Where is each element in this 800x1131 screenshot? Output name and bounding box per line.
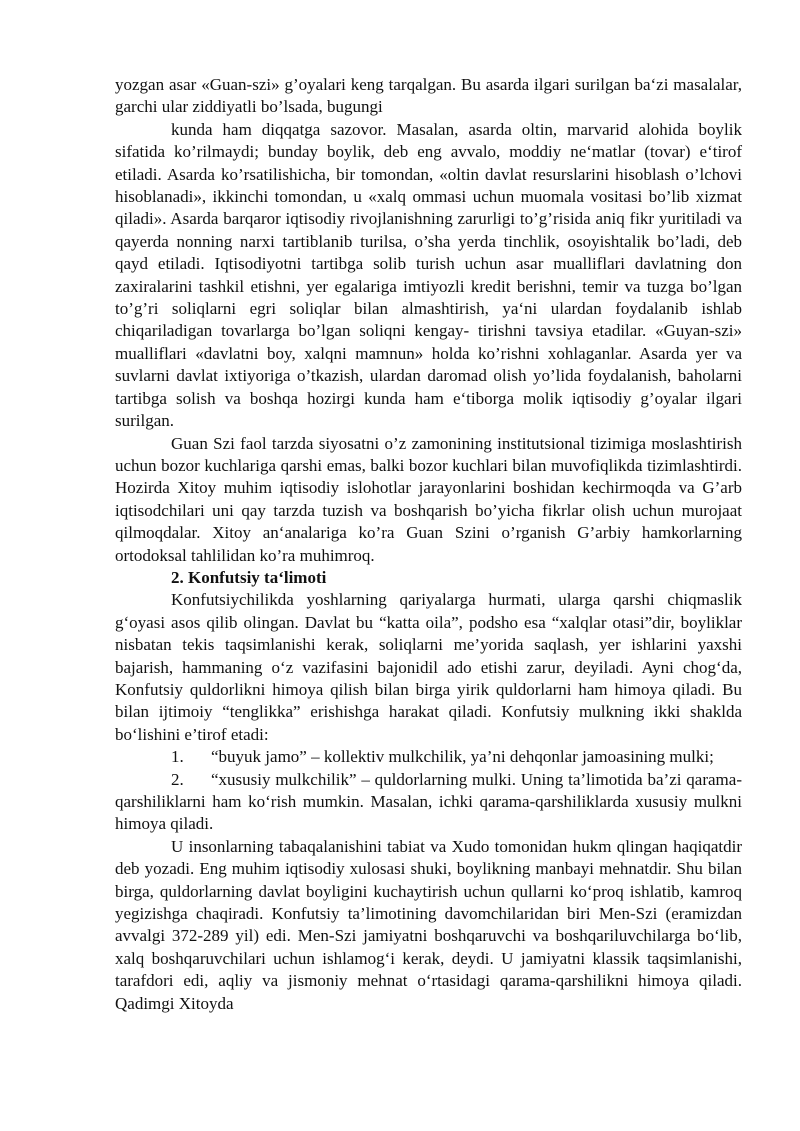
paragraph-confucianism: Konfutsiychilikda yoshlarning qariyalarga hurmati, ularga qarshi chiqmaslik g‘oyasi asos qilib olingan. Davlat bu “katta oila”, podsho esa “xalqlar otasi”dir, boyliklar nisbatan tekis taqsimlanishi kerak, soliqlarni me’yorida saqlash, yer ishlarini yaxshi bajarish, hammaning o‘z vazifasini bajonidil ado etishi zarur, deyiladi. Ayni chog‘da, Konfutsiy quldorlikni himoya qilish bilan birga yirik quldorlarni ham himoya qiladi. Bu bilan ijtimoiy “tenglikka” erishishga harakat qiladi. Konfutsiy mulkning ikki shaklda bo‘lishini e’tirof etadi: (115, 590, 742, 744)
list-number: 1. (171, 747, 184, 767)
paragraph-guan-szi-wealth: kunda ham diqqatga sazovor. Masalan, asarda oltin, marvarid alohida boylik sifatida ko’rilmaydi; bunday boylik, deb eng avvalo, moddiy ne‘matlar (tovar) e‘tirof etiladi. Asarda ko’rsatilishicha, bir tomondan, «oltin davlat resurslarini hisoblash o’lchovi hisoblanadi», ikkinchi tomondan, u «xalq ommasi uchun muomala vositasi bo’lib xizmat qiladi». Asarda barqaror iqtisodiy rivojlanishning zarurligi to’g’risida aniq fikr yuritiladi va qayerda nonning narxi tartiblanib turilsa, o’sha yerda tinchlik, osoyishtalik bo’ladi, deb qayd etiladi. Iqtisodiyotni tartibga solib turish uchun asar mualliflari davlatning don zaxiralarini tashkil etishni, yer egalariga imtiyozli kredit berishni, temir va tuzga bo’lgan to’g’ri soliqlarni egri soliqlar bilan almashtirish, ya‘ni ulardan foydalanib ishlab chiqariladigan tovarlarga bo’lgan soliqni kengay- tirishni tavsiya etadilar. «Guyan-szi» mualliflari «davlatni boy, xalqni mamnun» holda ko’rishni xohlaganlar. Asarda yer va suvlarni davlat ixtiyoriga o’tkazish, ulardan daromad olish yo’lida foydalanish, baholarni tartibga solish va boshqa hozirgi kunda ham e‘tiborga molik iqtisodiy g’oyalar ilgari surilgan. (115, 119, 742, 431)
list-item (115, 769, 742, 836)
list-text: “buyuk jamo” – kollektiv mulkchilik, ya’ni dehqonlar jamoasining mulki; (211, 747, 714, 767)
section-heading: 2. Konfutsiy ta‘limoti (171, 567, 327, 587)
document-page (115, 74, 742, 1015)
list-item (115, 746, 742, 768)
paragraph-stratification: U insonlarning tabaqalanishini tabiat va Xudo tomonidan hukm qlingan haqiqatdir deb yozadi. Eng muhim iqtisodiy xulosasi shuki, boylikning manbayi mehnatdir. Shu bilan birga, quldorlarning davlat boyligini kuchaytirish uchun qullarni ko‘proq ishlatib, kamroq yegizishga chaqiradi. Konfutsiy ta’limotining davomchilaridan biri Men-Szi (eramizdan avvalgi 372-289 yil) edi. Men-Szi jamiyatni boshqaruvchi va boshqariluvchilarga bo‘lib, xalq boshqaruvchilari uchun ishlamog‘i kerak, deydi. U jamiyatni klassik taqsimlanishi, tarafdori edi, aqliy va jismoniy mehnat o‘rtasidagi qarama-qarshilikni himoya qiladi. Qadimgi Xitoyda (115, 836, 742, 1013)
paragraph-intro: yozgan asar «Guan-szi» g’oyalari keng tarqalgan. Bu asarda ilgari surilgan ba‘zi masalalar, garchi ular ziddiyatli bo’lsada, bugungi (115, 75, 742, 117)
list-number: 2. (171, 769, 184, 789)
paragraph-guan-szi-policy: Guan Szi faol tarzda siyosatni o’z zamonining institutsional tizimiga moslashtirish uchun bozor kuchlariga qarshi emas, balki bozor kuchlari bilan muvofiqlikda tizimlashtirdi. Hozirda Xitoy muhim iqtisodiy islohotlar jarayonlarini boshidan kechirmoqda va G’arb iqtisodchilari uni qay tarzda tuzish va boshqarish bo’yicha fikrlar olish uchun murojaat qilmoqdalar. Xitoy an‘analariga ko’ra Guan Szini o’rganish G’arbiy hamkorlarning ortodoksal tahlilidan ko’ra muhimroq. (115, 433, 742, 565)
list-text: “xususiy mulkchilik” – quldorlarning mulki. Uning ta’limotida ba’zi qarama-qarshiliklarni ham ko‘rish mumkin. Masalan, ichki qarama-qarshiliklarda xususiy mulkni himoya qiladi. (115, 769, 742, 834)
